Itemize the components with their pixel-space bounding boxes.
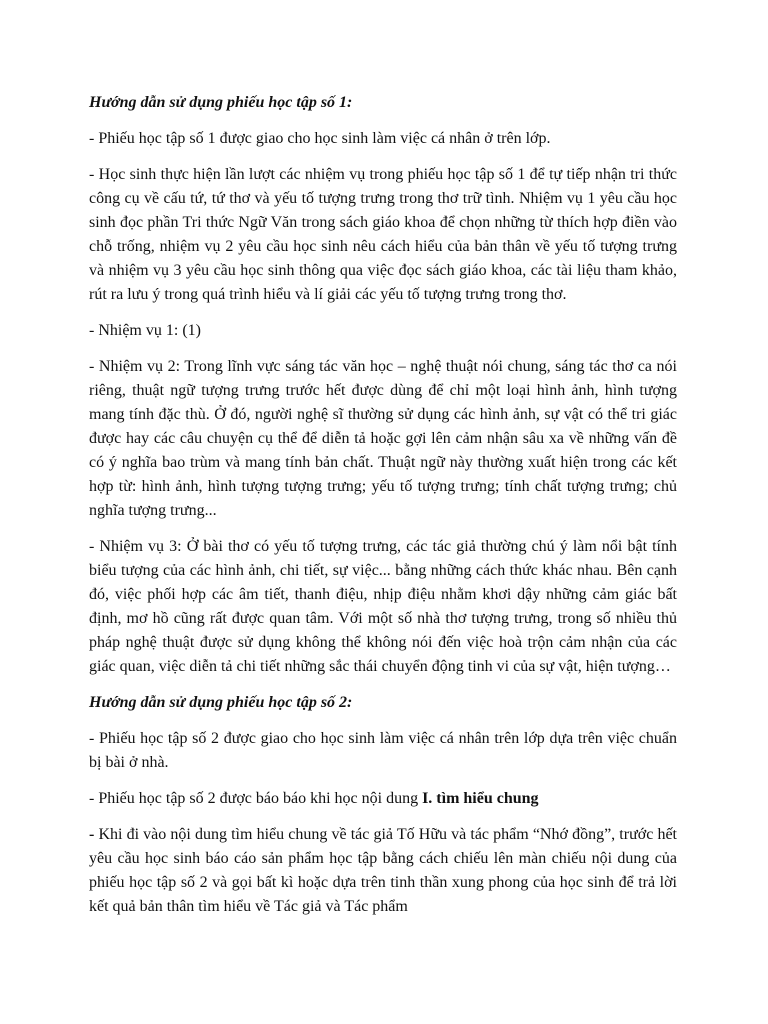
report-text: - Phiếu học tập số 2 được báo báo khi học nội dung [89, 790, 423, 807]
paragraph-author-work-intro [89, 823, 677, 919]
heading-worksheet-2: Hướng dẫn sử dụng phiếu học tập số 2: [89, 694, 353, 711]
intro-text: Khi đi vào nội dung tìm hiểu chung về tác giả Tố Hữu và tác phẩm “Nhớ đồng”, trước hết yêu cầu học sinh báo cáo sản phẩm học tập bằng cách chiếu lên màn chiếu nội dung của phiếu học tập số 2 và gọi bất kì hoặc dựa trên tinh thần xung phong của học sinh để trả lời kết quả bản thân tìm hiểu về Tác giả và Tác phẩm [89, 826, 677, 915]
bold-dash: - [89, 826, 95, 843]
document-body [89, 91, 677, 931]
paragraph-task-2: - Nhiệm vụ 2: Trong lĩnh vực sáng tác văn học – nghệ thuật nói chung, sáng tác thơ ca nói riêng, thuật ngữ tượng trưng trước hết được dùng để chỉ một loại hình ảnh, hình tượng mang tính đặc thù. Ở đó, người nghệ sĩ thường sử dụng các hình ảnh, sự vật có thể tri giác được hay các câu chuyện cụ thể để diễn tả hoặc gợi lên cảm nhận sâu xa về những vấn đề có ý nghĩa bao trùm và mang tính bản chất. Thuật ngữ này thường xuất hiện trong các kết hợp từ: hình ảnh, hình tượng tượng trưng; yếu tố tượng trưng; tính chất tượng trưng; chủ nghĩa tượng trưng... [89, 358, 677, 519]
paragraph-worksheet-2-report [89, 787, 677, 811]
paragraph-worksheet-2-assignment: - Phiếu học tập số 2 được giao cho học sinh làm việc cá nhân trên lớp dựa trên việc chuẩn bị bài ở nhà. [89, 730, 677, 771]
heading-worksheet-1: Hướng dẫn sử dụng phiếu học tập số 1: [89, 94, 353, 111]
report-section-title: I. tìm hiểu chung [422, 790, 539, 807]
paragraph-worksheet-1-assignment: - Phiếu học tập số 1 được giao cho học sinh làm việc cá nhân ở trên lớp. [89, 130, 551, 147]
paragraph-task-1: - Nhiệm vụ 1: (1) [89, 322, 201, 339]
paragraph-task-3: - Nhiệm vụ 3: Ở bài thơ có yếu tố tượng trưng, các tác giả thường chú ý làm nổi bật tính biểu tượng của các hình ảnh, chi tiết, sự việc... bằng những cách thức khác nhau. Bên cạnh đó, việc phối hợp các âm tiết, thanh điệu, nhịp điệu nhằm khơi dậy những cảm giác bất định, mơ hồ cũng rất được quan tâm. Với một số nhà thơ tượng trưng, trong số nhiều thủ pháp nghệ thuật được sử dụng không thể không nói đến việc hoà trộn cảm nhận của các giác quan, việc diễn tả chi tiết những sắc thái chuyển động tinh vi của sự vật, hiện tượng… [89, 538, 677, 675]
paragraph-worksheet-1-tasks: - Học sinh thực hiện lần lượt các nhiệm vụ trong phiếu học tập số 1 để tự tiếp nhận tri thức công cụ về cấu tứ, tứ thơ và yếu tố tượng trưng trong thơ trữ tình. Nhiệm vụ 1 yêu cầu học sinh đọc phần Tri thức Ngữ Văn trong sách giáo khoa để chọn những từ thích hợp điền vào chỗ trống, nhiệm vụ 2 yêu cầu học sinh nêu cách hiểu của bản thân về yếu tố tượng trưng và nhiệm vụ 3 yêu cầu học sinh thông qua việc đọc sách giáo khoa, các tài liệu tham khảo, rút ra lưu ý trong quá trình hiểu và lí giải các yếu tố tượng trưng trong thơ. [89, 166, 677, 303]
